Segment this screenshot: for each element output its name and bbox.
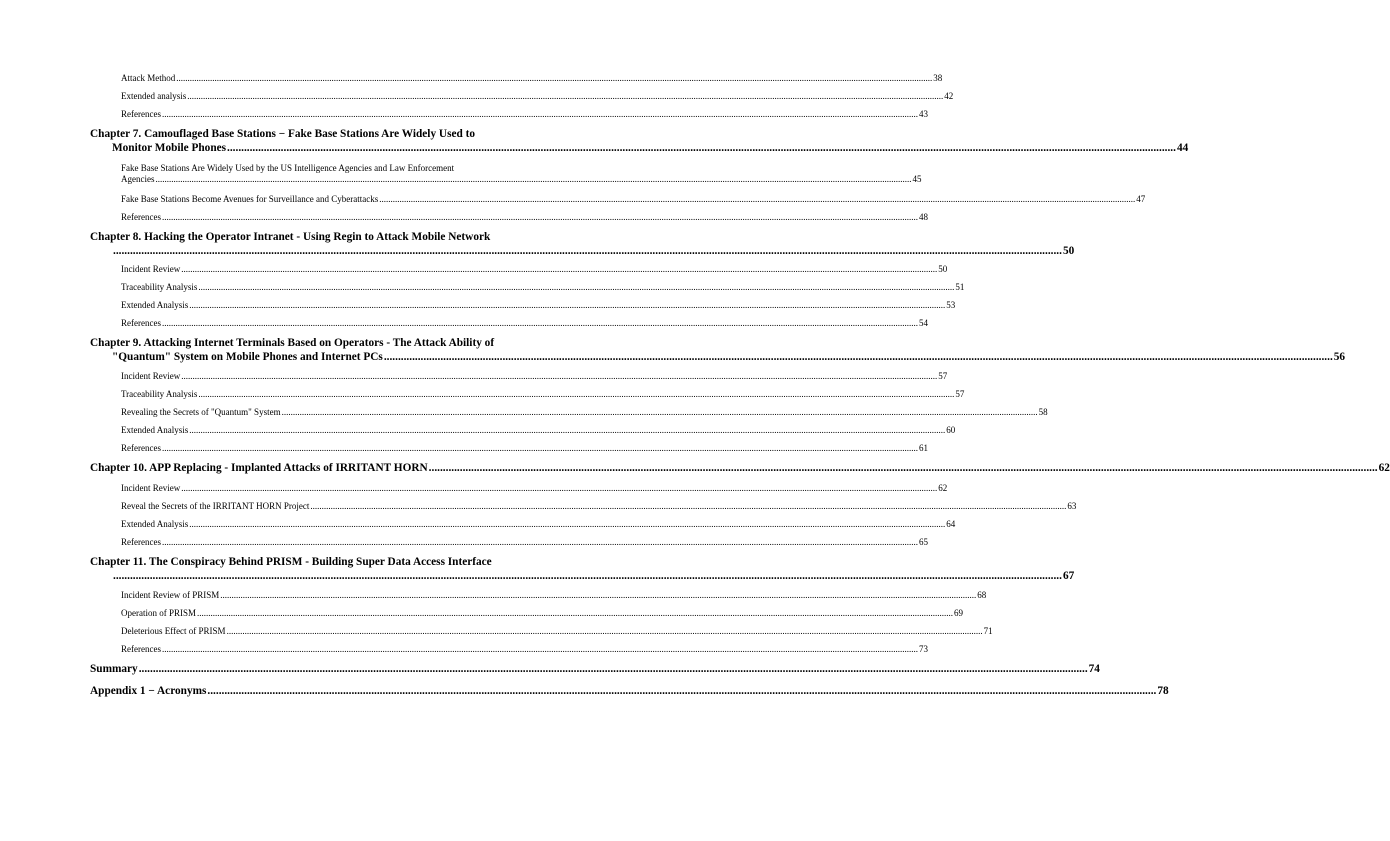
toc-page-number: 58 — [1038, 407, 1048, 417]
toc-entry-title: Fake Base Stations Are Widely Used by the US Intelligence Agencies and Law Enforcement — [121, 163, 455, 173]
leader-dots — [227, 626, 983, 637]
toc-entry[interactable] — [121, 91, 954, 102]
toc-page-number: 61 — [918, 443, 928, 453]
toc-entry[interactable] — [121, 194, 1146, 205]
leader-dots — [156, 174, 912, 185]
leader-dots — [429, 461, 1378, 475]
toc-entry[interactable] — [121, 483, 948, 494]
toc-page-number: 65 — [918, 537, 928, 547]
toc-page-number: 54 — [918, 318, 928, 328]
toc-chapter-title-cont: Monitor Mobile Phones — [112, 142, 227, 154]
toc-page-number: 53 — [946, 300, 956, 310]
toc-entry-title: References — [121, 212, 161, 222]
toc-chapter-title: Chapter 10. APP Replacing - Implanted Attacks of IRRITANT HORN — [90, 462, 428, 474]
toc-chapter[interactable] — [90, 684, 1169, 698]
toc-entry-title: Incident Review — [121, 264, 181, 274]
toc-entry[interactable] — [121, 537, 928, 548]
leader-dots — [162, 537, 918, 548]
toc-entry-title: Traceability Analysis — [121, 282, 198, 292]
leader-dots — [207, 684, 1156, 698]
leader-dots — [379, 194, 1135, 205]
toc-entry-title-cont: Agencies — [121, 174, 155, 184]
leader-dots — [181, 264, 937, 275]
toc-entry[interactable] — [121, 371, 948, 382]
toc-entry[interactable] — [121, 425, 956, 436]
toc-entry-title: Extended analysis — [121, 91, 187, 101]
toc-page-number: 48 — [918, 212, 928, 222]
toc-entry[interactable] — [121, 443, 928, 454]
leader-dots — [189, 519, 945, 530]
toc-entry[interactable] — [121, 519, 956, 530]
toc-page-number: 62 — [938, 483, 948, 493]
toc-entry[interactable] — [121, 590, 987, 601]
toc-chapter-title: Summary — [90, 663, 138, 675]
toc-entry[interactable] — [121, 163, 922, 185]
toc-entry[interactable] — [121, 300, 956, 311]
toc-entry[interactable] — [121, 264, 948, 275]
toc-page-number: 73 — [918, 644, 928, 654]
leader-dots — [310, 501, 1066, 512]
leader-dots — [197, 608, 953, 619]
leader-dots — [187, 91, 943, 102]
toc-entry-title: Incident Review — [121, 483, 181, 493]
toc-page-number: 50 — [938, 264, 948, 274]
toc-page-number: 67 — [1062, 570, 1075, 582]
toc-page-number: 71 — [983, 626, 993, 636]
toc-entry-title: Extended Analysis — [121, 300, 189, 310]
toc-page-number: 69 — [954, 608, 963, 618]
toc-page-number: 63 — [1067, 501, 1077, 511]
toc-entry-title: References — [121, 537, 161, 547]
toc-chapter[interactable] — [90, 127, 1189, 155]
toc-entry[interactable] — [121, 644, 928, 655]
toc-page-number: 42 — [944, 91, 954, 101]
toc-entry[interactable] — [121, 608, 963, 619]
leader-dots — [189, 300, 945, 311]
toc-page-number: 62 — [1378, 462, 1390, 474]
leader-dots — [181, 483, 937, 494]
toc-chapter[interactable] — [90, 461, 1390, 475]
toc-entry-title: Deleterious Effect of PRISM — [121, 626, 226, 636]
toc-chapter[interactable] — [90, 336, 1346, 364]
toc-page-number: 57 — [955, 389, 965, 399]
leader-dots — [189, 425, 945, 436]
toc-chapter-title: Chapter 8. Hacking the Operator Intranet - Using Regin to Attack Mobile Network — [90, 231, 491, 243]
leader-dots — [282, 407, 1038, 418]
toc-page-number: 51 — [955, 282, 965, 292]
toc-entry-title: Revealing the Secrets of "Quantum" System — [121, 407, 281, 417]
toc-entry-title: Incident Review — [121, 371, 181, 381]
toc-chapter[interactable] — [90, 230, 1075, 258]
toc-chapter-title: Chapter 9. Attacking Internet Terminals Based on Operators - The Attack Ability of — [90, 337, 495, 349]
leader-dots — [139, 662, 1088, 676]
toc-entry-title: Reveal the Secrets of the IRRITANT HORN Project — [121, 501, 310, 511]
leader-dots — [162, 318, 918, 329]
leader-dots — [162, 109, 918, 120]
toc-entry[interactable] — [121, 389, 965, 400]
toc-entry-title: References — [121, 109, 161, 119]
leader-dots — [384, 350, 1333, 364]
toc-chapter-title: Chapter 11. The Conspiracy Behind PRISM - Building Super Data Access Interface — [90, 556, 492, 568]
leader-dots — [220, 590, 976, 601]
toc-entry-title: Traceability Analysis — [121, 389, 198, 399]
toc-chapter[interactable] — [90, 555, 1075, 583]
toc-chapter-title-cont: "Quantum" System on Mobile Phones and Internet PCs — [112, 351, 383, 363]
toc-entry[interactable] — [121, 73, 943, 84]
toc-page-number: 60 — [946, 425, 956, 435]
toc-page-number: 57 — [938, 371, 948, 381]
leader-dots — [162, 212, 918, 223]
leader-dots — [162, 443, 918, 454]
toc-chapter-title: Chapter 7. Camouflaged Base Stations − Fake Base Stations Are Widely Used to — [90, 128, 476, 140]
toc-page-number: 64 — [946, 519, 956, 529]
leader-dots — [176, 73, 932, 84]
leader-dots — [227, 141, 1176, 155]
toc-entry-title: Extended Analysis — [121, 519, 189, 529]
toc-entry[interactable] — [121, 212, 928, 223]
leader-dots — [113, 569, 1062, 583]
toc-entry-title: Attack Method — [121, 73, 176, 83]
toc-page-number: 68 — [977, 590, 987, 600]
toc-entry-title: Fake Base Stations Become Avenues for Surveillance and Cyberattacks — [121, 194, 379, 204]
toc-page-number: 56 — [1333, 351, 1346, 363]
toc-page-number: 50 — [1062, 245, 1075, 257]
leader-dots — [198, 282, 954, 293]
leader-dots — [113, 244, 1062, 258]
toc-page-number: 78 — [1157, 685, 1169, 697]
toc-chapter[interactable] — [90, 662, 1100, 676]
toc-entry-title: Incident Review of PRISM — [121, 590, 220, 600]
toc-page-number: 43 — [918, 109, 928, 119]
toc-entry-title: References — [121, 318, 161, 328]
toc-entry[interactable] — [121, 109, 928, 120]
leader-dots — [181, 371, 937, 382]
toc-page-number: 47 — [1136, 194, 1146, 204]
toc-entry[interactable] — [121, 501, 1077, 512]
leader-dots — [162, 644, 918, 655]
toc-entry[interactable] — [121, 318, 928, 329]
toc-entry-title: Extended Analysis — [121, 425, 189, 435]
toc-chapter-title: Appendix 1 − Acronyms — [90, 685, 207, 697]
toc-page-number: 45 — [912, 174, 922, 184]
toc-page-number: 74 — [1088, 663, 1100, 675]
toc-entry[interactable] — [121, 407, 1048, 418]
toc-entry-title: References — [121, 443, 161, 453]
toc-page-number: 38 — [933, 73, 943, 83]
toc-page-number: 44 — [1176, 142, 1189, 154]
toc-entry[interactable] — [121, 626, 993, 637]
toc-entry[interactable] — [121, 282, 965, 293]
toc-entry-title: References — [121, 644, 161, 654]
leader-dots — [198, 389, 954, 400]
toc-entry-title: Operation of PRISM — [121, 608, 196, 618]
